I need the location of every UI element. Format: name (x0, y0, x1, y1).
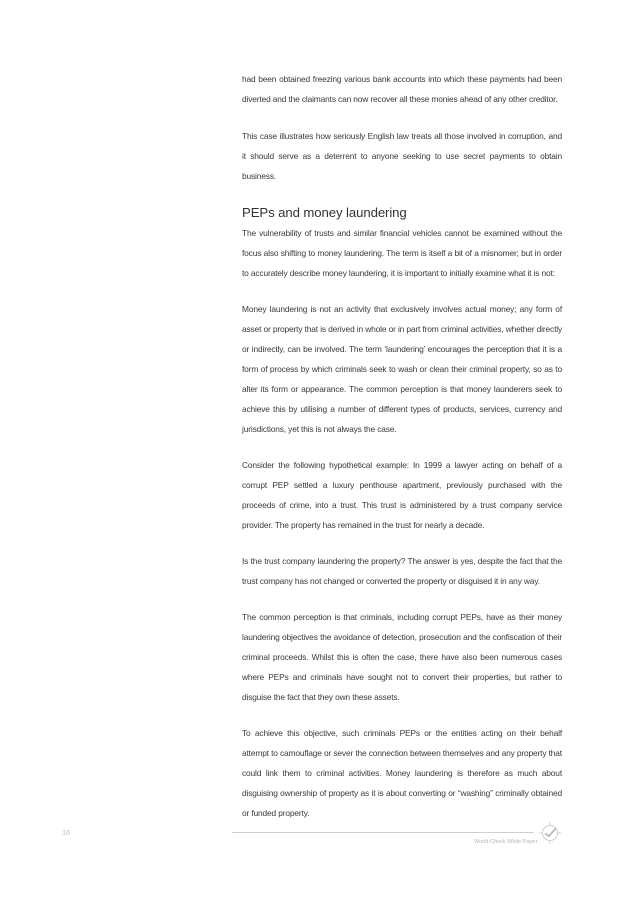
paragraph-case-summary: This case illustrates how seriously English law treats all those involved in corruption, and it should serve as a deterrent to anyone seeking to use secret payments to obtain business. (242, 131, 562, 181)
footer-label: World-Check White Paper (474, 839, 538, 845)
paragraph-perception: The common perception is that criminals, including corrupt PEPs, have as their money laundering objectives the avoidance of detection, prosecution and the confiscation of their criminal proceeds. Whilst this is often the case, there have also been numerous cases where PEPs and criminals have sought not to convert their properties, but rather to disguise the fact that they own these assets. (242, 612, 562, 702)
paragraph-question: Is the trust company laundering the property? The answer is yes, despite the fact that the trust company has not changed or converted the property or disguised it in any way. (242, 556, 562, 586)
paragraph-definition: Money laundering is not an activity that exclusively involves actual money; any form of asset or property that is derived in whole or in part from criminal activities, whether directly or indirectly, can be involved. The term ‘laundering’ encourages the perception that it is a form of process by which criminals seek to wash or clean their criminal property, so as to alter its form or appearance. The common perception is that money launderers seek to achieve this by utilising a number of different types of products, services, currency and jurisdictions, yet this is not always the case. (242, 304, 562, 434)
body-column (242, 69, 562, 839)
section-heading: PEPs and money laundering (242, 205, 407, 220)
paragraph-example: Consider the following hypothetical example: In 1999 a lawyer acting on behalf of a corrupt PEP settled a luxury penthouse apartment, previously purchased with the proceeds of crime, into a trust. This trust is administered by a trust company service provider. The property has remained in the trust for nearly a decade. (242, 460, 562, 530)
footer-divider (232, 832, 534, 833)
page-number: 16 (62, 828, 71, 837)
paragraph-objective: To achieve this objective, such criminals PEPs or the entities acting on their behalf attempt to camouflage or sever the connection between themselves and any property that could link them to criminal activities. Money laundering is therefore as much about disguising ownership of property as it is about converting or “washing” criminally obtained or funded property. (242, 728, 562, 818)
paragraph-vulnerability: The vulnerability of trusts and similar financial vehicles cannot be examined without the focus also shifting to money laundering. The term is itself a bit of a misnomer; but in order to accurately describe money laundering, it is important to initially examine what it is not: (242, 228, 562, 278)
world-check-logo-icon (538, 821, 562, 845)
paragraph-continuation: had been obtained freezing various bank accounts into which these payments had been diverted and the claimants can now recover all these monies ahead of any other creditor. (242, 74, 562, 104)
